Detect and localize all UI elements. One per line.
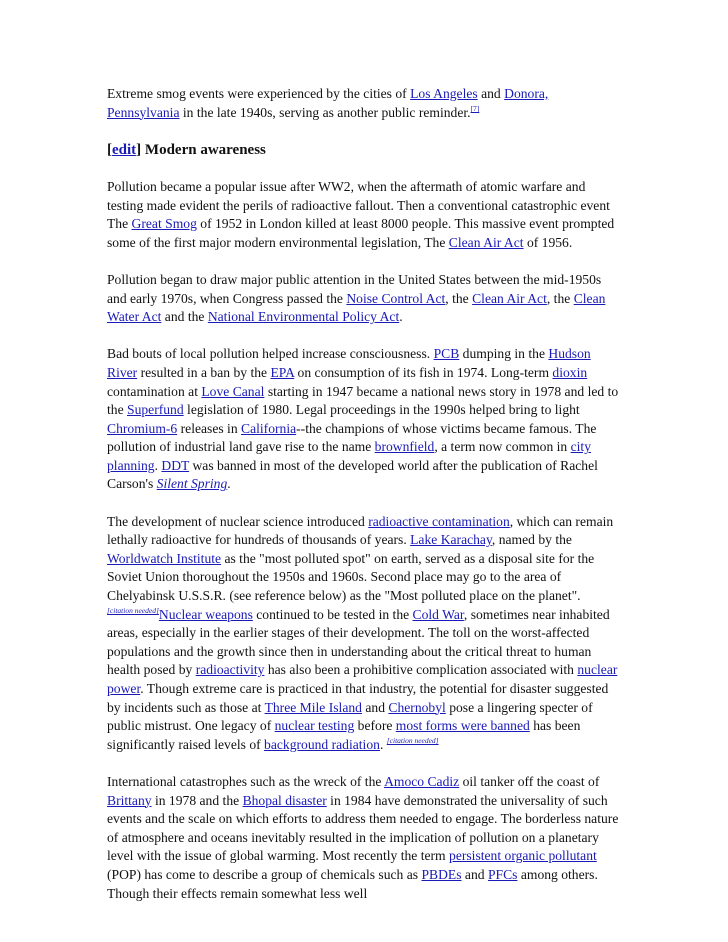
link-nuclear-weapons[interactable]: Nuclear weapons <box>158 606 253 622</box>
link-persistent-organic-pollutant[interactable]: persistent organic pollutant <box>449 848 597 864</box>
text: and <box>361 699 389 715</box>
text: . Though extreme care is practiced in that industry, the potential for disaster suggested by incidents such as those at <box>107 681 609 715</box>
text: dumping in the <box>459 346 549 362</box>
link-nepa[interactable]: National Environmental Policy Act <box>207 309 400 325</box>
link-brownfield[interactable]: brownfield <box>374 439 435 455</box>
text: and the <box>161 309 208 325</box>
text: , a term now common in <box>434 439 571 455</box>
link-pcb[interactable]: PCB <box>433 346 460 362</box>
text: . <box>399 309 403 325</box>
text: International catastrophes such as the wreck of the <box>107 773 385 789</box>
link-lake-karachay[interactable]: Lake Karachay <box>410 532 492 548</box>
text: Pollution became a popular issue after WW2, when the aftermath of atomic warfare and testing made evident the perils of radioactive fallout. Then a conventional catastrophic event The <box>107 178 610 232</box>
text: Pollution began to draw major public attention in the United States between the mid-1950s and early 1970s, when Congress passed the <box>107 271 602 306</box>
text: pose a lingering specter of public mistrust. One legacy of <box>107 699 593 734</box>
text: of 1956. <box>523 234 573 250</box>
link-background-radiation[interactable]: background radiation <box>264 736 380 752</box>
link-donora[interactable]: Donora, Pennsylvania <box>107 86 549 120</box>
link-los-angeles[interactable]: Los Angeles <box>410 86 478 101</box>
text: The development of nuclear science introduced <box>107 513 369 529</box>
text: . <box>154 457 162 473</box>
link-bhopal-disaster[interactable]: Bhopal disaster <box>242 792 327 808</box>
paragraph-4 <box>107 513 623 755</box>
paragraph-1 <box>107 178 623 252</box>
link-clean-air-act[interactable]: Clean Air Act <box>448 234 524 250</box>
link-radioactive-contamination[interactable]: radioactive contamination <box>368 513 510 529</box>
text: contamination at <box>107 383 202 399</box>
link-nuclear-testing[interactable]: nuclear testing <box>274 718 355 734</box>
text: in 1984 have demonstrated the universality of such events and the scale on which efforts to address them needed to engage. The borderless nature of atmosphere and oceans inevitably resulted in the implication of pollution on a planetary level with the issue of global warming. Most recently the term <box>107 792 619 864</box>
text: Bad bouts of local pollution helped increase consciousness. <box>107 346 434 362</box>
link-chernobyl[interactable]: Chernobyl <box>388 699 446 715</box>
link-chromium-6[interactable]: Chromium-6 <box>107 420 178 436</box>
link-clean-air-act[interactable]: Clean Air Act <box>472 290 547 306</box>
text: . <box>227 476 231 492</box>
text: --the champions of whose victims became famous. The pollution of industrial land gave rise to the name <box>107 420 597 455</box>
paragraph-2 <box>107 271 623 327</box>
text: , the <box>546 290 574 306</box>
text: on consumption of its fish in 1974. Long-term <box>294 364 553 380</box>
text: , the <box>445 290 473 306</box>
link-dioxin[interactable]: dioxin <box>552 364 588 380</box>
text: as the "most polluted spot" on earth, served as a disposal site for the Soviet Union thoroughout the 1950s and 1960s. Second place may go to the area of Chelyabinsk U.S.S.R. (see reference below) as the "Most polluted place on the planet". <box>107 550 595 604</box>
paragraph-3 <box>107 345 623 494</box>
text: in the late 1940s, serving as another public reminder. <box>179 104 471 120</box>
link-worldwatch-institute[interactable]: Worldwatch Institute <box>107 550 222 566</box>
link-amoco-cadiz[interactable]: Amoco Cadiz <box>384 773 460 789</box>
link-ddt[interactable]: DDT <box>161 457 190 473</box>
text: , sometimes near inhabited areas, especially in the earlier stages of their development. The toll on the worst-affected populations and the growth since then in understanding about the critical threat to human health posed by <box>107 606 610 678</box>
citation-needed-link[interactable]: [citation needed] <box>386 735 439 745</box>
text: and <box>477 86 505 101</box>
text: , which can remain lethally radioactive for hundreds of thousands of years. <box>107 513 614 548</box>
link-city-planning[interactable]: city planning <box>107 439 592 473</box>
link-most-forms-banned[interactable]: most forms were banned <box>395 718 530 734</box>
text: resulted in a ban by the <box>137 364 271 380</box>
text: continued to be tested in the <box>252 606 413 622</box>
section-title: Modern awareness <box>141 141 266 158</box>
link-love-canal[interactable]: Love Canal <box>201 383 265 399</box>
edit-link[interactable]: edit <box>112 141 137 158</box>
link-pbdes[interactable]: PBDEs <box>421 866 462 882</box>
link-pfcs[interactable]: PFCs <box>487 866 518 882</box>
link-silent-spring[interactable]: Silent Spring <box>156 476 228 492</box>
text: oil tanker off the coast of <box>459 773 600 789</box>
link-cold-war[interactable]: Cold War <box>412 606 464 622</box>
paragraph-intro <box>107 85 623 122</box>
text: . <box>379 736 387 752</box>
section-heading <box>107 141 623 160</box>
text: (POP) has come to describe a group of chemicals such as <box>107 866 422 882</box>
text: and <box>461 866 488 882</box>
link-great-smog[interactable]: Great Smog <box>131 216 197 232</box>
text: has also been a prohibitive complication associated with <box>264 662 578 678</box>
link-epa[interactable]: EPA <box>270 364 295 380</box>
text: Extreme smog events were experienced by the cities of <box>107 86 411 101</box>
link-california[interactable]: California <box>241 420 297 436</box>
text: releases in <box>177 420 242 436</box>
bracket: [ <box>107 141 112 158</box>
text: legislation of 1980. Legal proceedings in the 1990s helped bring to light <box>183 402 580 418</box>
paragraph-5 <box>107 773 623 903</box>
text: starting in 1947 became a national news story in 1978 and led to the <box>107 383 619 418</box>
text: has been significantly raised levels of <box>107 718 581 752</box>
text: , named by the <box>491 532 572 548</box>
link-superfund[interactable]: Superfund <box>127 402 184 418</box>
citation-needed-link[interactable]: [citation needed] <box>107 605 159 615</box>
text: before <box>354 718 396 734</box>
text: in 1978 and the <box>151 792 243 808</box>
text: among others. Though their effects remain somewhat less well <box>107 866 598 901</box>
link-brittany[interactable]: Brittany <box>107 792 152 808</box>
link-clean-water-act[interactable]: Clean Water Act <box>107 290 606 325</box>
text: was banned in most of the developed world after the publication of Rachel Carson's <box>107 457 598 492</box>
link-three-mile-island[interactable]: Three Mile Island <box>264 699 362 715</box>
link-radioactivity[interactable]: radioactivity <box>195 662 265 678</box>
link-noise-control-act[interactable]: Noise Control Act <box>346 290 446 306</box>
reference-link[interactable]: [7] <box>470 103 480 113</box>
link-nuclear-power[interactable]: nuclear power <box>107 662 618 696</box>
bracket: ] <box>136 141 142 158</box>
text: of 1952 in London killed at least 8000 people. This massive event prompted some of the first major modern environmental legislation, The <box>107 216 615 250</box>
article-body <box>107 85 623 922</box>
link-hudson-river[interactable]: Hudson River <box>107 346 591 380</box>
